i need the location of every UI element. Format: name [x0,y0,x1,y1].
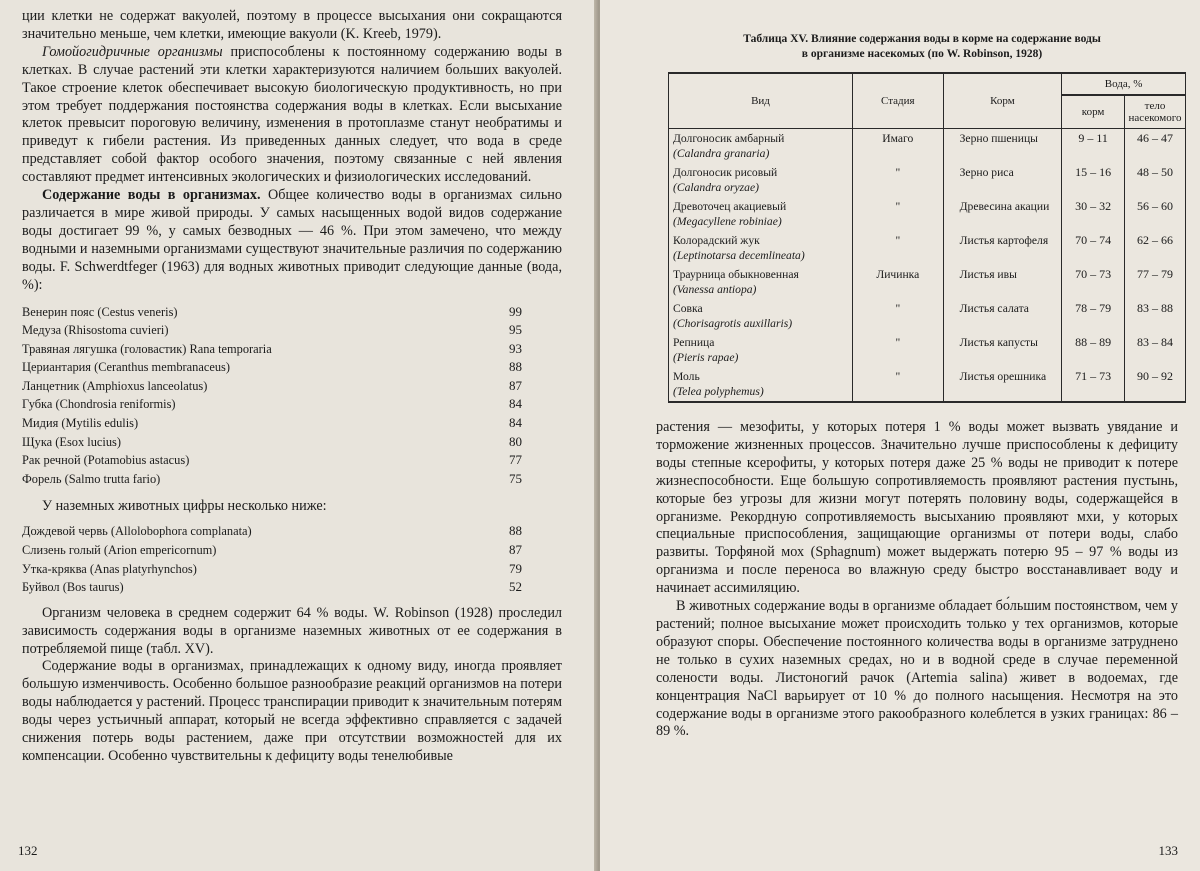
species-name: Травяная лягушка (головастик) Rana temporaria [22,341,272,356]
table-row [669,163,1186,197]
water-body-cell: 83 – 88 [1125,299,1186,333]
list-item [22,358,562,377]
water-value: 87 [509,377,522,393]
table-row [669,231,1186,265]
list-item [22,470,562,489]
water-value: 84 [509,415,522,431]
species-cell [669,129,853,164]
species-latin-name: (Vanessa antiopa) [673,283,757,296]
species-name: Слизень голый (Arion empericornum) [22,542,217,557]
list-item [22,451,562,470]
terrestrial-animals-list [22,522,562,596]
water-value: 80 [509,433,522,449]
table-caption-line: в организме насекомых (по W. Robinson, 1928) [801,48,1043,60]
species-common-name: Моль [673,370,700,383]
table-caption [666,32,1178,62]
water-body-cell: 48 – 50 [1125,163,1186,197]
water-food-cell: 70 – 74 [1062,231,1125,265]
paragraph: Организм человека в среднем содержит 64 % воды. W. Robinson (1928) проследил зависимость содержания воды в организме наземных животных от ее содержания в потребляемой пище (табл. XV). [22,604,562,657]
aquatic-animals-list [22,303,562,489]
col-header-food: Корм [943,73,1062,129]
water-food-cell: 78 – 79 [1062,299,1125,333]
paragraph-text: Общее количество воды в организмах сильно различается в мире живой природы. У самых насыщенных водой видов содержание воды достигает 99 %, у самых безводных — 46 %. При этом замечено, что между водными и наземными организмами существуют значительные различия по содержанию воды. F. Schwerdtfeger (1963) для водных животных приводит следующие данные (вода, %): [22,187,562,293]
list-item [22,303,562,322]
water-value: 99 [509,303,522,319]
water-value: 88 [509,523,522,539]
species-cell [669,333,853,367]
species-cell [669,299,853,333]
species-name: Мидия (Mytilis edulis) [22,416,139,431]
right-page [600,0,1200,871]
list-item [22,433,562,452]
stage-cell: " [853,333,944,367]
species-cell [669,265,853,299]
species-common-name: Долгоносик амбарный [673,132,785,145]
species-latin-name: (Megacyllene robiniae) [673,215,782,228]
page-number: 133 [1158,843,1178,858]
table-row [669,265,1186,299]
species-name: Дождевой червь (Allolobophora complanata) [22,524,252,539]
species-latin-name: (Leptinotarsa decemlineata) [673,249,805,262]
food-cell: Листья орешника [943,367,1062,402]
col-header-species: Вид [669,73,853,129]
species-name: Цериантария (Ceranthus membranaceus) [22,360,230,375]
col-header-water: Вода, % [1062,73,1186,95]
table-row [669,299,1186,333]
col-header-water-food: корм [1062,95,1125,129]
water-value: 95 [509,322,522,338]
water-content-table [668,72,1186,403]
species-common-name: Колорадский жук [673,234,760,247]
species-common-name: Древоточец акациевый [673,200,787,213]
left-page [0,0,598,871]
species-common-name: Репница [673,336,715,349]
stage-cell: " [853,299,944,333]
paragraph: В животных содержание воды в организме обладает бо́льшим постоянством, чем у растений; полное высыхание может происходить только у тех организмов, которые образуют споры. Обеспечение постоянного количества воды в организме затруднено не только в сухих наземных средах, но и в водной среде в случае переменной солености воды. Листоногий рачок (Artemia salina) живет в водоемах, где концентрация NaCl варьирует от 10 % до полного насыщения. Несмотря на это содержание воды в организме этого ракообразного колеблется в узких границах: 86 – 89 %. [656,598,1178,740]
col-header-stage: Стадия [853,73,944,129]
stage-cell: Имаго [853,129,944,164]
water-body-cell: 90 – 92 [1125,367,1186,402]
water-food-cell: 15 – 16 [1062,163,1125,197]
list-item [22,414,562,433]
table-row [669,197,1186,231]
species-latin-name: (Chorisagrotis auxillaris) [673,317,793,330]
water-value: 88 [509,359,522,375]
water-value: 79 [509,560,522,576]
col-header-water-body: тело насекомого [1125,95,1186,129]
food-cell: Листья ивы [943,265,1062,299]
water-body-cell: 46 – 47 [1125,129,1186,164]
stage-cell: " [853,163,944,197]
water-body-cell: 83 – 84 [1125,333,1186,367]
species-name: Ланцетник (Amphioxus lanceolatus) [22,378,208,393]
water-value: 52 [509,579,522,595]
table-row [669,129,1186,164]
stage-cell: " [853,231,944,265]
paragraph [22,44,562,187]
species-latin-name: (Pieris rapae) [673,351,739,364]
paragraph [22,187,562,294]
species-common-name: Совка [673,302,703,315]
water-food-cell: 88 – 89 [1062,333,1125,367]
species-name: Венерин пояс (Cestus veneris) [22,304,178,319]
water-value: 84 [509,396,522,412]
paragraph: Содержание воды в организмах, принадлежащих к одному виду, иногда проявляет большую изменчивость. Особенно большое разнообразие реакций организмов на потери воды наблюдается у растений. Процесс транспирации приводит к значительным потерям воды через устьичный аппарат, который не всегда эффективно справляется с задачей снижения потерь воды растением, даже при отсутствии возможностей для их компенсации. Особенно чувствительны к дефициту воды тенелюбивые [22,658,562,764]
table-caption-line: Таблица XV. Влияние содержания воды в корме на содержание воды [743,33,1101,45]
spacer [656,403,1178,419]
list-item [22,321,562,340]
species-latin-name: (Telea polyphemus) [673,385,764,398]
list-item [22,377,562,396]
species-latin-name: (Calandra oryzae) [673,181,759,194]
table-row [669,333,1186,367]
section-heading: Содержание воды в организмах. [42,187,261,204]
species-name: Форель (Salmo trutta fario) [22,471,161,486]
species-name: Утка-кряква (Anas platyrhynchos) [22,561,197,576]
species-name: Рак речной (Potamobius astacus) [22,453,190,468]
list-item [22,522,562,541]
list-item [22,395,562,414]
species-latin-name: (Calandra granaria) [673,147,770,160]
species-cell [669,197,853,231]
food-cell: Листья салата [943,299,1062,333]
emphasis-term: Гомойогидричные организмы [42,43,223,60]
paragraph-text: приспособлены к постоянному содержанию воды в клетках. В случае растений эти клетки характеризуются наличием больших вакуолей. Такое строение клеток обеспечивает высокую биологическую продуктивность, но при этом требует поддержания постоянства содержания воды в клетках. Если высыхание клеток превысит пороговую величину, изменения в протоплазме станут необратимы и приведут к гибели растения. Из приведенных данных следует, что вода в среде представляет собой фактор особого значения, поэтому связанные с ней явления составляют предмет интенсивных экологических и физиологических исследований. [22,43,562,186]
species-common-name: Долгоносик рисовый [673,166,778,179]
food-cell: Зерно пшеницы [943,129,1062,164]
species-common-name: Траурница обыкновенная [673,268,799,281]
water-body-cell: 62 – 66 [1125,231,1186,265]
water-value: 75 [509,470,522,486]
list-item [22,340,562,359]
species-name: Губка (Chondrosia reniformis) [22,397,176,412]
list-item [22,560,562,579]
food-cell: Зерно риса [943,163,1062,197]
water-body-cell: 77 – 79 [1125,265,1186,299]
page-number: 132 [18,843,38,858]
species-name: Медуза (Rhisostoma cuvieri) [22,323,169,338]
food-cell: Листья капусты [943,333,1062,367]
water-food-cell: 71 – 73 [1062,367,1125,402]
list-item [22,578,562,597]
paragraph: растения — мезофиты, у которых потеря 1 % воды может вызвать увядание и торможение жизненных процессов. Значительно лучше приспособлены к дефициту воды степные ксерофиты, у которых потеря даже 25 % воды не приводит к потере жизнеспособности. Еще большую сопротивляемость проявляют растения пустынь, которые без угрозы для жизни могут потерять половину воды, содержащейся в организме. Рекордную сопротивляемость высыханию проявляют мхи, у которых специальные приспособления, защищающие организмы от потери воды, слабо развиты. Торфяной мох (Sphagnum) может выдержать потерю 95 – 97 % воды из организма и после переноса во влажную среду быстро восстанавливает воду и начинает ассимиляцию. [656,419,1178,597]
paragraph: ции клетки не содержат вакуолей, поэтому в процессе высыхания они сокращаются значительно меньше, чем клетки, имеющие вакуоли (K. Kreeb, 1979). [22,8,562,42]
water-body-cell: 56 – 60 [1125,197,1186,231]
species-cell [669,231,853,265]
species-cell [669,367,853,402]
stage-cell: Личинка [853,265,944,299]
list-item [22,541,562,560]
water-value: 87 [509,541,522,557]
water-value: 93 [509,340,522,356]
stage-cell: " [853,367,944,402]
paragraph: У наземных животных цифры несколько ниже: [42,498,327,515]
water-value: 77 [509,452,522,468]
table-row [669,367,1186,402]
water-food-cell: 9 – 11 [1062,129,1125,164]
stage-cell: " [853,197,944,231]
water-food-cell: 70 – 73 [1062,265,1125,299]
species-name: Буйвол (Bos taurus) [22,580,124,595]
water-food-cell: 30 – 32 [1062,197,1125,231]
species-cell [669,163,853,197]
species-name: Щука (Esox lucius) [22,434,122,449]
food-cell: Листья картофеля [943,231,1062,265]
food-cell: Древесина акации [943,197,1062,231]
